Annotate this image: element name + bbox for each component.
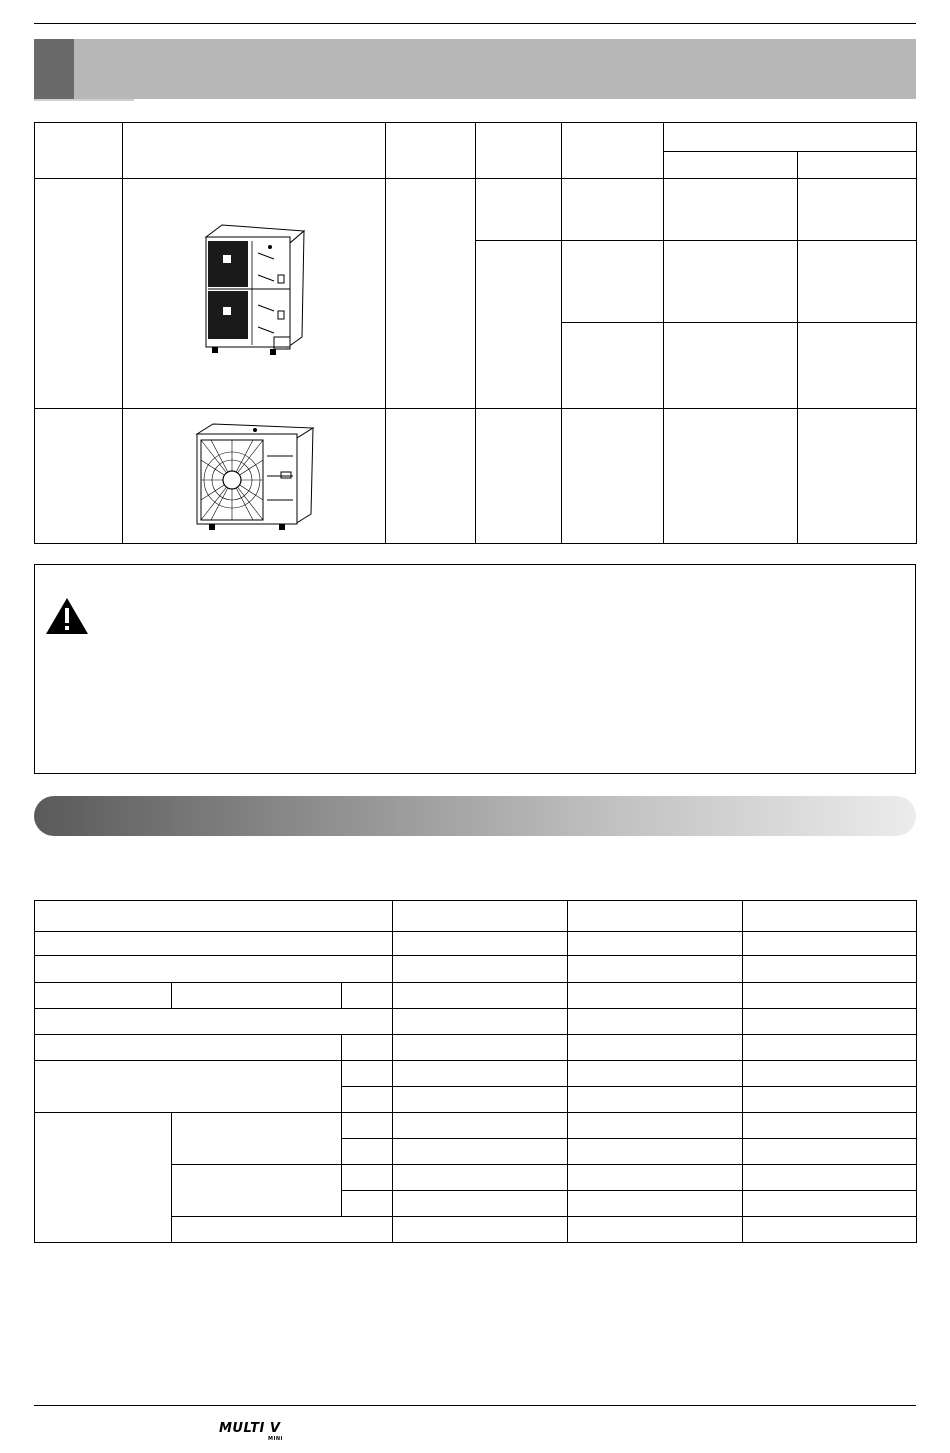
table-cell: [476, 179, 562, 241]
table-cell: [568, 1217, 743, 1243]
table-cell: [172, 1113, 342, 1165]
table-cell: [568, 1035, 743, 1061]
table-cell: [568, 1009, 743, 1035]
table-cell: [568, 983, 743, 1009]
table-cell: [35, 1035, 342, 1061]
banner-underline: [34, 99, 134, 101]
table-cell: [743, 1087, 917, 1113]
table-cell: [172, 1217, 393, 1243]
table-cell: [743, 1035, 917, 1061]
table-cell: [568, 1113, 743, 1139]
table-cell: [393, 932, 568, 956]
footer-logo: MULTI V: [219, 1421, 281, 1436]
table-cell: [568, 1165, 743, 1191]
table-cell: [35, 983, 172, 1009]
table-cell: [35, 1009, 393, 1035]
table-cell: [568, 932, 743, 956]
table-cell: [393, 1165, 568, 1191]
top-rule: [34, 23, 916, 24]
table-cell: [35, 1113, 172, 1243]
table-cell: [743, 983, 917, 1009]
table-cell: [393, 1009, 568, 1035]
table-cell: [568, 1061, 743, 1087]
table-cell: [743, 1009, 917, 1035]
table-cell: [35, 932, 393, 956]
header-cell: [476, 123, 562, 179]
single-fan-outdoor-unit-image: [189, 416, 319, 536]
table-cell: [393, 1061, 568, 1087]
header-cell: [393, 901, 568, 932]
header-cell: [743, 901, 917, 932]
table-cell: [664, 241, 798, 323]
table-cell: [743, 1113, 917, 1139]
bottom-rule: [34, 1405, 916, 1406]
header-cell: [798, 152, 917, 179]
table-cell: [798, 409, 917, 544]
table-cell: [393, 956, 568, 983]
table-cell: [664, 323, 798, 409]
table-cell: [664, 179, 798, 241]
table-cell: [568, 1087, 743, 1113]
table-cell: [568, 956, 743, 983]
table-cell: [664, 409, 798, 544]
unit-image-cell: [123, 179, 386, 409]
section-title-bar: [34, 796, 916, 836]
header-cell: [386, 123, 476, 179]
table-cell: [393, 1217, 568, 1243]
table-cell: [35, 179, 123, 409]
warning-box: [34, 564, 916, 774]
table-cell: [393, 1139, 568, 1165]
table-cell: [743, 1217, 917, 1243]
table-cell: [342, 1165, 393, 1191]
table-cell: [562, 323, 664, 409]
table-cell: [798, 323, 917, 409]
section-header-banner: [34, 39, 916, 99]
table-cell: [476, 409, 562, 544]
table-cell: [35, 409, 123, 544]
table-cell: [562, 241, 664, 323]
double-fan-outdoor-unit-image: [194, 219, 314, 369]
banner-accent-block: [34, 39, 74, 99]
table-cell: [743, 932, 917, 956]
footer-logo-sub: MINI: [268, 1436, 283, 1442]
table-cell: [393, 1035, 568, 1061]
table-cell: [562, 409, 664, 544]
table-cell: [342, 1035, 393, 1061]
table-cell: [743, 956, 917, 983]
header-cell: [123, 123, 386, 179]
table-cell: [342, 1191, 393, 1217]
header-cell: [562, 123, 664, 179]
warning-triangle-icon: [45, 597, 89, 635]
table-cell: [743, 1191, 917, 1217]
table-cell: [393, 1113, 568, 1139]
table-cell: [393, 1087, 568, 1113]
table-cell: [562, 179, 664, 241]
table-cell: [568, 1139, 743, 1165]
table-cell: [342, 983, 393, 1009]
table-cell: [172, 1165, 342, 1217]
table-cell: [743, 1061, 917, 1087]
table-cell: [393, 1191, 568, 1217]
table-cell: [386, 179, 476, 409]
table-cell: [342, 1061, 393, 1087]
header-cell-group: [664, 123, 917, 152]
table-cell: [393, 983, 568, 1009]
table-cell: [35, 956, 393, 983]
header-cell: [664, 152, 798, 179]
table-cell: [798, 241, 917, 323]
header-cell: [35, 901, 393, 932]
table-cell: [342, 1113, 393, 1139]
outdoor-unit-table: [34, 122, 917, 544]
table-cell: [743, 1165, 917, 1191]
header-cell: [35, 123, 123, 179]
header-cell: [568, 901, 743, 932]
unit-image-cell: [123, 409, 386, 544]
specification-table: [34, 900, 917, 1243]
table-cell: [35, 1061, 342, 1113]
table-cell: [172, 983, 342, 1009]
table-cell: [798, 179, 917, 241]
table-cell: [743, 1139, 917, 1165]
table-cell: [342, 1139, 393, 1165]
table-cell: [342, 1087, 393, 1113]
table-cell: [476, 241, 562, 409]
table-cell: [386, 409, 476, 544]
table-cell: [568, 1191, 743, 1217]
